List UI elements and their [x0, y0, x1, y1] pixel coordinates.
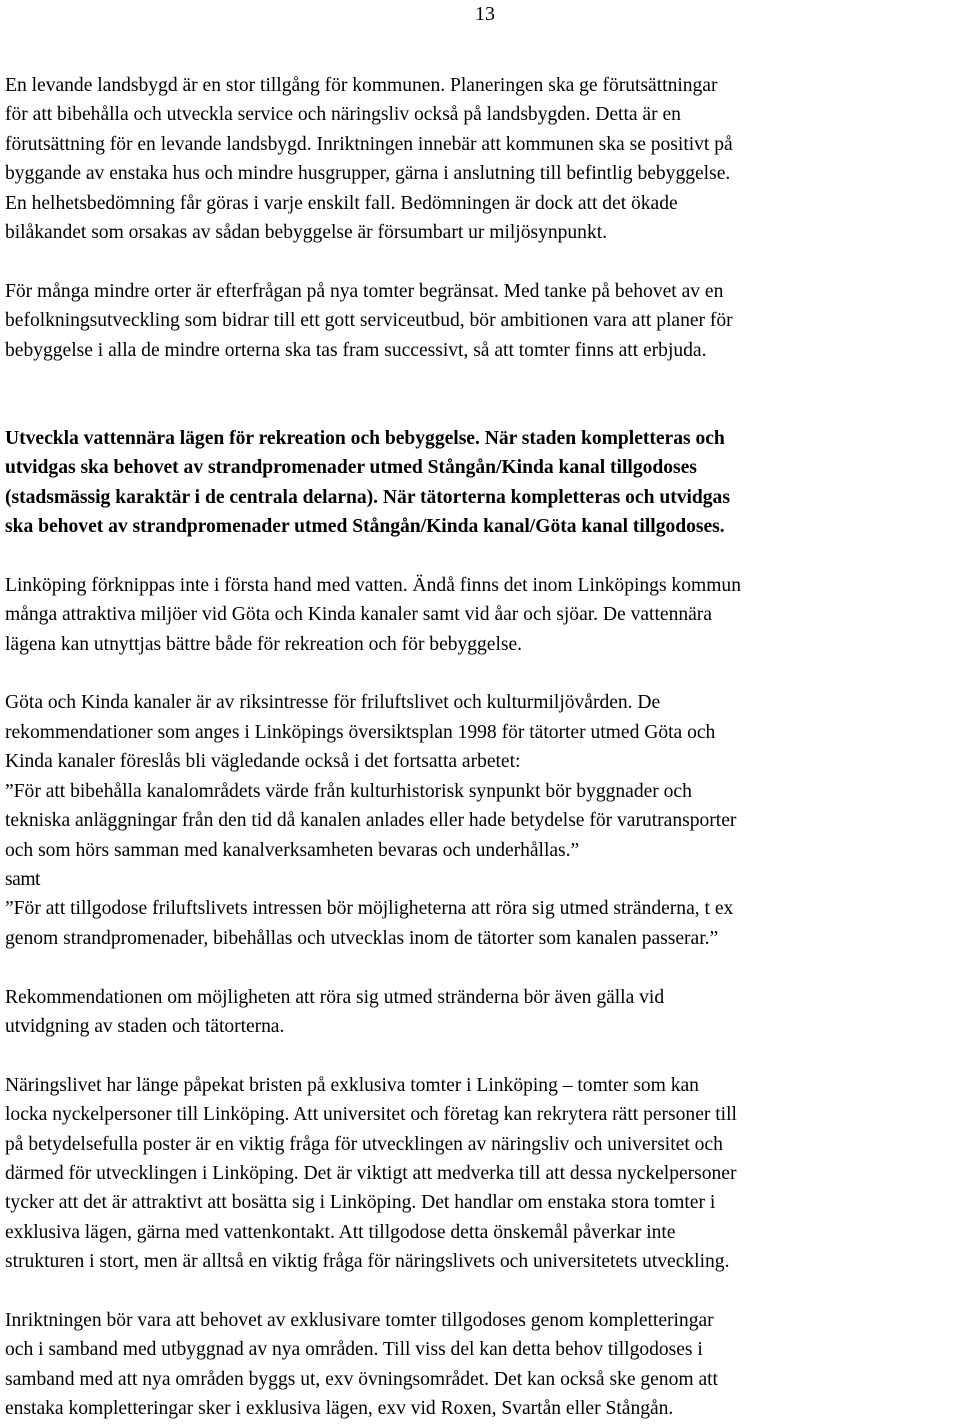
text-line: ”För att tillgodose friluftslivets intressen bör möjligheterna att röra sig utmed stränderna, t ex [5, 898, 734, 920]
text-line: Göta och Kinda kanaler är av riksintresse för friluftslivet och kulturmiljövården. De [5, 692, 661, 714]
paragraph-vattennara-heading [5, 424, 960, 542]
text-line: och som hörs samman med kanalverksamheten bevaras och underhållas.” [5, 839, 580, 861]
document-body [5, 71, 960, 1424]
text-line: För många mindre orter är efterfrågan på nya tomter begränsat. Med tanke på behovet av en [5, 280, 724, 302]
text-line: bebyggelse i alla de mindre orterna ska tas fram successivt, så att tomter finns att erbjuda. [5, 339, 707, 361]
text-line: förutsättning för en levande landsbygd. Inriktningen innebär att kommunen ska se positivt på [5, 133, 733, 155]
text-line: befolkningsutveckling som bidrar till ett gott serviceutbud, bör ambitionen vara att planer för [5, 310, 733, 332]
text-line: utvidgas ska behovet av strandpromenader utmed Stångån/Kinda kanal tillgodoses [5, 457, 697, 479]
text-line: Näringslivet har länge påpekat bristen på exklusiva tomter i Linköping – tomter som kan [5, 1074, 699, 1096]
paragraph-naringslivet [5, 1071, 960, 1277]
page-number: 13 [475, 3, 495, 25]
text-line: locka nyckelpersoner till Linköping. Att universitet och företag kan rekrytera rätt personer till [5, 1104, 737, 1126]
text-line: Inriktningen bör vara att behovet av exklusivare tomter tillgodoses genom kompletteringar [5, 1309, 714, 1331]
text-line: och i samband med utbyggnad av nya områden. Till viss del kan detta behov tillgodoses i [5, 1339, 703, 1361]
text-line: genom strandpromenader, bibehållas och utvecklas inom de tätorter som kanalen passerar.” [5, 927, 719, 949]
text-line: En levande landsbygd är en stor tillgång för kommunen. Planeringen ska ge förutsättningar [5, 75, 718, 96]
text-line: tycker att det är attraktivt att bosätta sig i Linköping. Det handlar om enstaka stora tomter i [5, 1192, 716, 1214]
text-line: enstaka kompletteringar sker i exklusiva lägen, exv vid Roxen, Svartån eller Stångån. [5, 1398, 674, 1420]
text-line: lägena kan utnyttjas bättre både för rekreation och för bebyggelse. [5, 633, 523, 655]
text-line: bilåkandet som orsakas av sådan bebyggelse är försumbart ur miljösynpunkt. [5, 222, 608, 244]
text-line: ska behovet av strandpromenader utmed Stångån/Kinda kanal/Göta kanal tillgodoses. [5, 516, 725, 538]
paragraph-landsbygd [5, 71, 960, 247]
text-line: En helhetsbedömning får göras i varje enskilt fall. Bedömningen är dock att det ökade [5, 192, 678, 214]
text-line: strukturen i stort, men är alltså en viktig fråga för näringslivets och universitetets utveckling. [5, 1251, 730, 1273]
text-line: Kinda kanaler föreslås bli vägledande också i det fortsatta arbetet: [5, 751, 521, 773]
text-line: Linköping förknippas inte i första hand med vatten. Ändå finns det inom Linköpings kommun [5, 574, 741, 596]
text-line: rekommendationer som anges i Linköpings översiktsplan 1998 för tätorter utmed Göta och [5, 721, 716, 743]
paragraph-mindre-orter [5, 277, 960, 365]
text-line: ”För att bibehålla kanalområdets värde från kulturhistorisk synpunkt bör byggnader och [5, 780, 692, 802]
text-line: byggande av enstaka hus och mindre husgrupper, gärna i anslutning till befintlig bebyggelse. [5, 163, 731, 185]
text-line: för att bibehålla och utveckla service och näringsliv också på landsbygden. Detta är en [5, 104, 681, 126]
text-line: Utveckla vattennära lägen för rekreation och bebyggelse. När staden kompletteras och [5, 427, 725, 449]
text-line: (stadsmässig karaktär i de centrala delarna). När tätorterna kompletteras och utvidgas [5, 486, 730, 508]
paragraph-rekommendationen [5, 983, 960, 1042]
text-line: utvidgning av staden och tätorterna. [5, 1015, 285, 1037]
text-line: Rekommendationen om möjligheten att röra sig utmed stränderna bör även gälla vid [5, 986, 665, 1008]
text-line: samband med att nya områden byggs ut, exv övningsområdet. Det kan också ske genom att [5, 1368, 718, 1390]
paragraph-inriktningen [5, 1306, 960, 1424]
text-line: på betydelsefulla poster är en viktig fråga för utvecklingen av näringsliv och universitet och [5, 1133, 723, 1155]
text-line: exklusiva lägen, gärna med vattenkontakt. Att tillgodose detta önskemål påverkar inte [5, 1221, 676, 1243]
text-line: tekniska anläggningar från den tid då kanalen anlades eller hade betydelse för varutransporter [5, 810, 737, 832]
text-line: samt [5, 868, 41, 890]
text-line: många attraktiva miljöer vid Göta och Kinda kanaler samt vid åar och sjöar. De vattennära [5, 604, 712, 626]
text-line: därmed för utvecklingen i Linköping. Det är viktigt att medverka till att dessa nyckelpersoner [5, 1162, 737, 1184]
paragraph-vatten [5, 571, 960, 659]
paragraph-kanaler [5, 688, 960, 953]
